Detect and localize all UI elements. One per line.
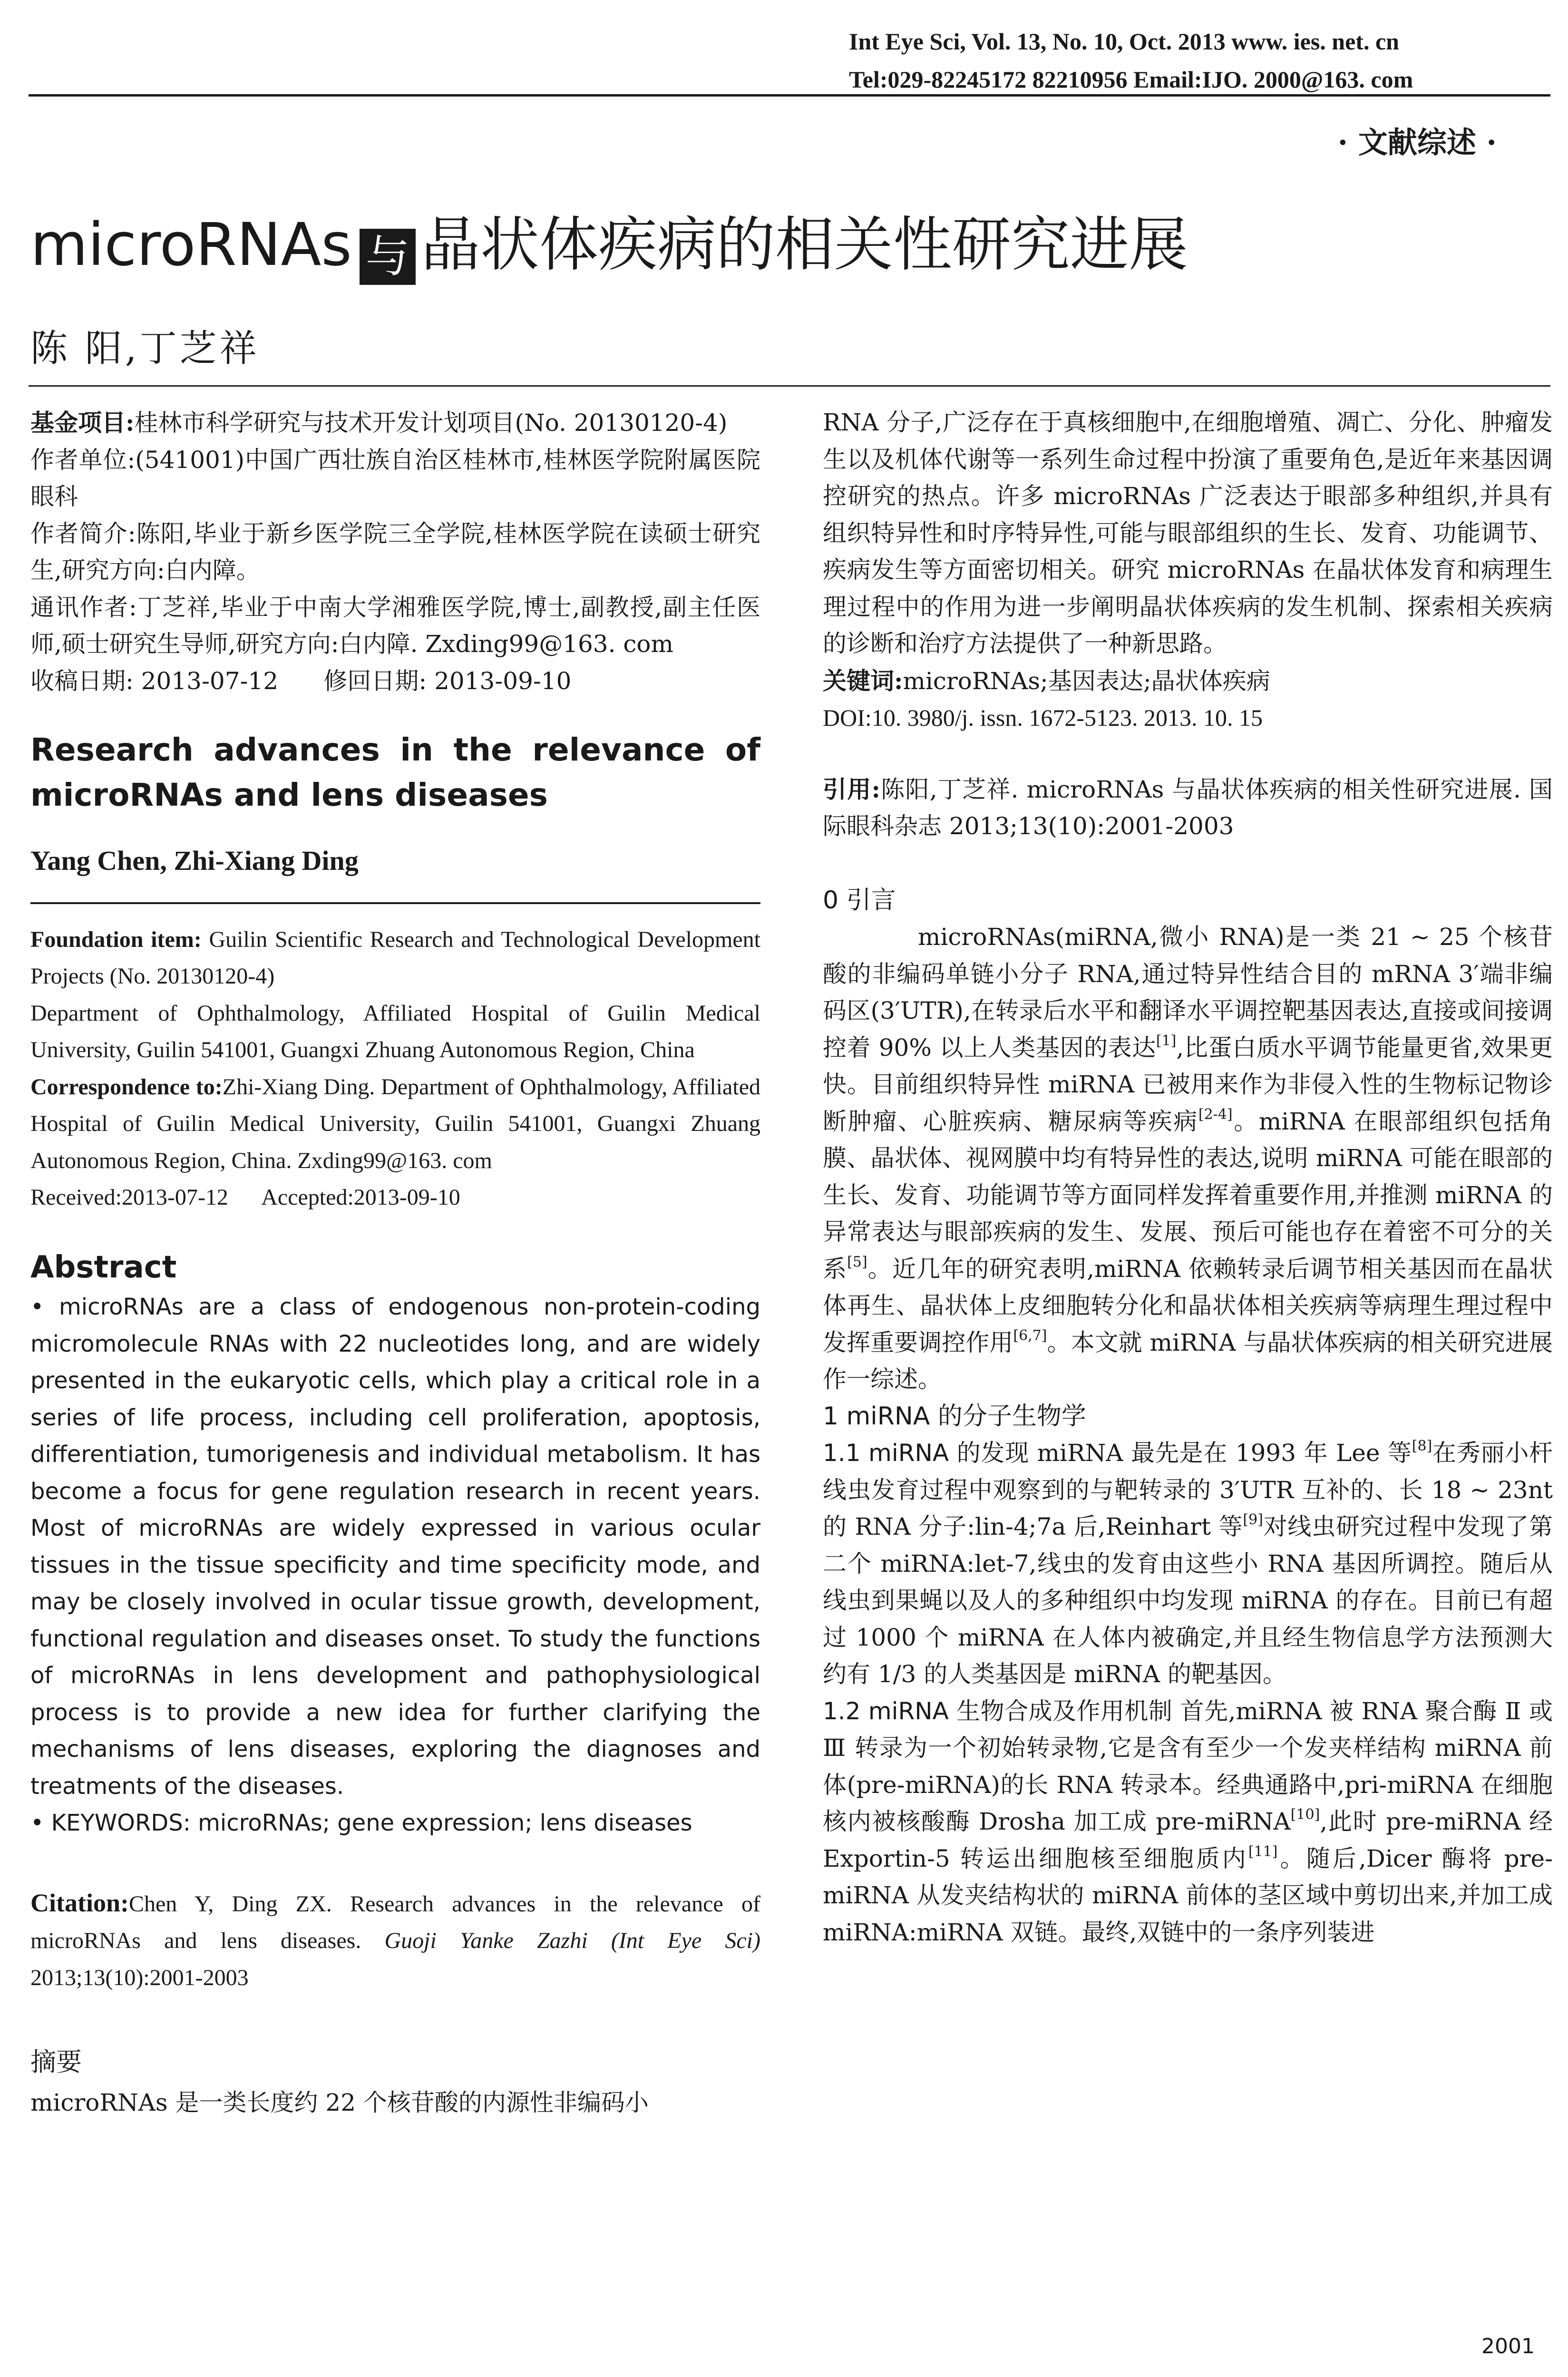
doi: DOI:10. 3980/j. issn. 1672-5123. 2013. 10. 15 — [823, 704, 1263, 731]
section-tag: · 文献综述 · — [1337, 125, 1497, 160]
correspondence-label: Correspondence to: — [30, 1074, 223, 1100]
corresponding-author: 通讯作者:丁芝祥,毕业于中南大学湘雅医学院,博士,副教授,副主任医师,硕士研究生导师,研究方向:白内障. Zxding99@163. com — [30, 593, 760, 658]
header-rule — [29, 94, 1550, 97]
chinese-citation: 引用:陈阳,丁芝祥. microRNAs 与晶状体疾病的相关性研究进展. 国际眼科杂志 2013;13(10):2001-2003 — [823, 775, 1553, 840]
citation: Citation:Chen Y, Ding ZX. Research advances in the relevance of microRNAs and lens diseases. Guoji Yanke Zazhi (Int Eye Sci) 2013;13(10):2001-2003 — [30, 1888, 760, 1990]
received-dates: 收稿日期: 2013-07-12 修回日期: 2013-09-10 — [30, 667, 572, 695]
title-yu-box: 与 — [360, 229, 416, 285]
title-latin: microRNAs — [30, 211, 352, 279]
left-column — [30, 404, 760, 2121]
section-1-1-paragraph: 1.1 miRNA 的发现 miRNA 最先是在 1993 年 Lee 等[8]在秀丽小杆线虫发育过程中观察到的与靶转录的 3′UTR 互补的、长 18 ~ 23nt 的 RNA 分子:lin-4;7a 后,Reinhart 等[9]对线虫研究过程中发现了第二个 miRNA:let-7,线虫的发育由这些小 RNA 基因所调控。随后从线虫到果蝇以及人的多种组织中均发现 miRNA 的存在。目前已有超过 1000 个 miRNA 在人体内被确定,并且经生物信息学方法预测大约有 1/3 的人类基因是 miRNA 的靶基因。 — [823, 1438, 1553, 1688]
section-0-heading: 0 引言 — [823, 886, 896, 915]
title-rule — [29, 385, 1550, 387]
right-column — [823, 404, 1553, 1951]
journal-header-line2: Tel:029-82245172 82210956 Email:IJO. 2000@163. com — [849, 66, 1413, 93]
chinese-keywords: 关键词:microRNAs;基因表达;晶状体疾病 — [823, 666, 1270, 695]
cite-label: 引用: — [823, 775, 880, 803]
section-1-2-paragraph: 1.2 miRNA 生物合成及作用机制 首先,miRNA 被 RNA 聚合酶 Ⅱ 或 Ⅲ 转录为一个初始转录物,它是含有至少一个发夹样结构 miRNA 前体(pre-miRNA)的长 RNA 转录本。经典通路中,pri-miRNA 在细胞核内被核酸酶 Drosha 加工成 pre-miRNA[10],此时 pre-miRNA 经 Exportin-5 转运出细胞核至细胞质内[11]。随后,Dicer 酶将 pre-miRNA 从发夹结构状的 miRNA 前体的茎区域中剪切出来,并加工成 miRNA:miRNA 双链。最终,双链中的一条序列装进 — [823, 1697, 1553, 1946]
received-accepted: Received:2013-07-12 Accepted:2013-09-10 — [30, 1185, 460, 1210]
foundation-label: Foundation item: — [30, 926, 202, 952]
title-rest: 晶状体疾病的相关性研究进展 — [421, 211, 1188, 279]
english-affiliation: Foundation item: Guilin Scientific Research and Technological Development Projects (No. 20130120-4) Department of Ophthalmology, Affiliated Hospital of Guilin Medical University, Guilin 541001, Guangxi Zhuang Autonomous Region, China Correspondence to:Zhi-Xiang Ding. Department of Ophthalmology, Affiliated Hospital of Guilin Medical University, Guilin 541001, Guangxi Zhuang Autonomous Region, China. Zxding99@163. com Received:2013-07-12 Accepted:2013-09-10 — [30, 921, 760, 1216]
intro-paragraph: microRNAs(miRNA,微小 RNA)是一类 21 ~ 25 个核苷酸的非编码单链小分子 RNA,通过特异性结合目的 mRNA 3′端非编码区(3′UTR),在转录后水平和翻译水平调控靶基因表达,直接或间接调控着 90% 以上人类基因的表达[1],比蛋白质水平调节能量更省,效果更快。目前组织特异性 miRNA 已被用来作为非侵入性的生物标记物诊断肿瘤、心脏疾病、糖尿病等疾病[2-4]。miRNA 在眼部组织包括角膜、晶状体、视网膜中均有特异性的表达,说明 miRNA 可能在眼部的生长、发育、功能调节等方面同样发挥着重要作用,并推测 miRNA 的异常表达与眼部疾病的发生、发展、预后可能也存在着密不可分的关系[5]。近几年的研究表明,miRNA 依赖转录后调节相关基因而在晶状体再生、晶状体上皮细胞转分化和晶状体相关疾病等病理生理过程中发挥重要调控作用[6,7]。本文就 miRNA 与晶状体疾病的相关研究进展作一综述。 — [823, 923, 1553, 1393]
section-1-2-heading: 1.2 miRNA 生物合成及作用机制 — [823, 1697, 1173, 1725]
citation-label: Citation: — [30, 1888, 129, 1917]
authors-chinese: 陈 阳,丁芝祥 — [30, 327, 260, 370]
section-1-1-heading: 1.1 miRNA 的发现 — [823, 1439, 1029, 1467]
fund-info: 基金项目:桂林市科学研究与技术开发计划项目(No. 20130120-4) — [30, 409, 728, 437]
author-bio: 作者简介:陈阳,毕业于新乡医学院三全学院,桂林医学院在读硕士研究生,研究方向:白内障。 — [30, 519, 760, 584]
english-keywords: • KEYWORDS: microRNAs; gene expression; lens diseases — [30, 1810, 692, 1836]
section-1-heading: 1 miRNA 的分子生物学 — [823, 1402, 1086, 1431]
author-unit: 作者单位:(541001)中国广西壮族自治区桂林市,桂林医学院附属医院眼科 — [30, 446, 760, 510]
department: Department of Ophthalmology, Affiliated Hospital of Guilin Medical University, Guilin 541001, Guangxi Zhuang Autonomous Region, China — [30, 1000, 760, 1062]
chinese-abstract-start: microRNAs 是一类长度约 22 个核苷酸的内源性非编码小 — [30, 2088, 649, 2116]
abstract-heading: Abstract — [30, 1249, 177, 1285]
abstract-body: • microRNAs are a class of endogenous non-protein-coding micromolecule RNAs with 22 nucleotides long, and are widely presented in the eukaryotic cells, which play a critical role in a series of life process, including cell proliferation, apoptosis, differentiation, tumorigenesis and individual metabolism. It has become a focus for gene regulation research in recent years. Most of microRNAs are widely expressed in various ocular tissues in the tissue specificity and time specificity mode, and may be closely involved in ocular tissue growth, development, functional regulation and diseases onset. To study the functions of microRNAs in lens development and pathophysiological process is to provide a new idea for further clarifying the mechanisms of lens diseases, exploring the diagnoses and treatments of the diseases. — [30, 1294, 760, 1800]
english-authors: Yang Chen, Zhi-Xiang Ding — [30, 845, 359, 876]
article-title — [30, 197, 1188, 285]
english-rule — [30, 902, 760, 904]
chinese-abstract-heading: 摘要 — [30, 2047, 82, 2077]
page-number: 2001 — [1481, 2334, 1535, 2358]
citation-journal: Guoji Yanke Zazhi (Int Eye Sci) — [384, 1928, 760, 1953]
chinese-abstract-continued: RNA 分子,广泛存在于真核细胞中,在细胞增殖、凋亡、分化、肿瘤发生以及机体代谢等一系列生命过程中扮演了重要角色,是近年来基因调控研究的热点。许多 microRNAs 广泛表达于眼部多种组织,并具有组织特异性和时序特异性,可能与眼部组织的生长、发育、功能调节、疾病发生等方面密切相关。研究 microRNAs 在晶状体发育和病理生理过程中的作用为进一步阐明晶状体疾病的发生机制、探索相关疾病的诊断和治疗方法提供了一种新思路。 — [823, 409, 1553, 657]
journal-header-line1: Int Eye Sci, Vol. 13, No. 10, Oct. 2013 www. ies. net. cn — [849, 28, 1399, 55]
english-title: Research advances in the relevance of microRNAs and lens diseases — [30, 731, 760, 813]
